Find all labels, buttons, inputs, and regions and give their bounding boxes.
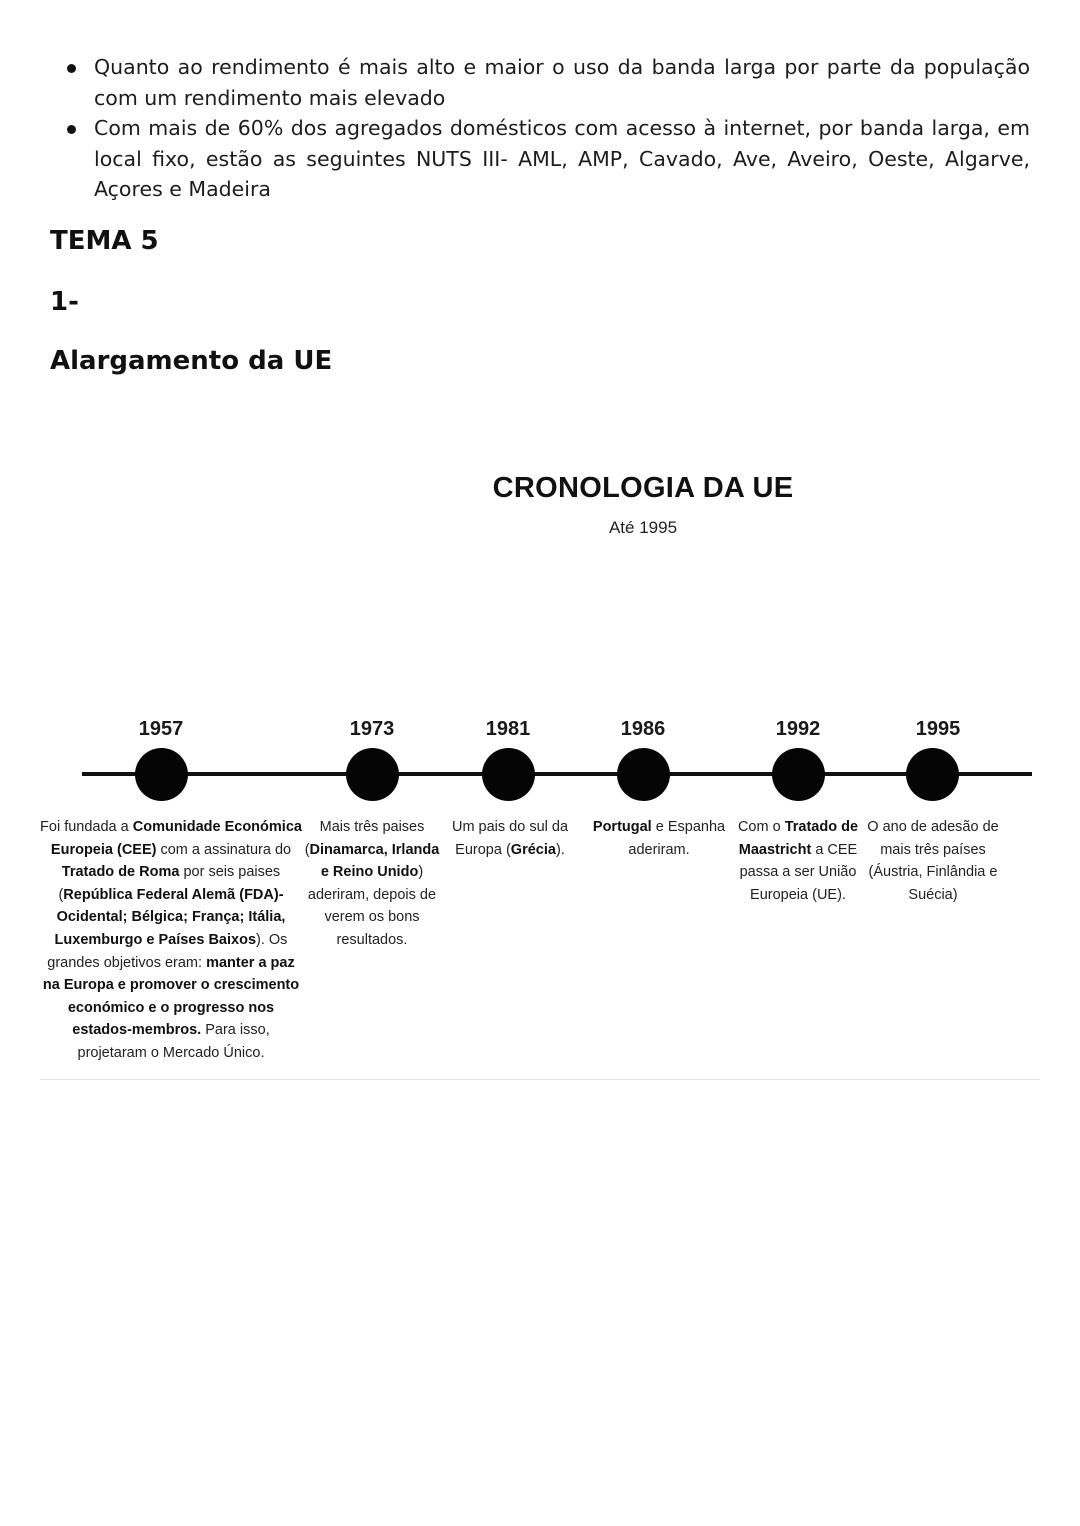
timeline-title: CRONOLOGIA DA UE (492, 472, 794, 504)
timeline-node-icon (482, 748, 535, 801)
timeline-node-icon (617, 748, 670, 801)
text: Mais três paises ( (304, 819, 425, 858)
text: Com o (737, 819, 785, 835)
timeline-description (38, 816, 304, 1065)
timeline-node-icon (135, 748, 188, 801)
timeline-year: 1957 (138, 718, 184, 740)
text: O ano de adesão de mais três países (Áustria, Finlândia e Suécia) (867, 819, 999, 903)
text: com a assinatura do (156, 841, 292, 858)
text: por seis paises ( (58, 864, 281, 903)
timeline-year: 1986 (620, 718, 666, 740)
bullet-item (60, 113, 1030, 205)
bullet-text: Quanto ao rendimento é mais alto e maior o uso da banda larga por parte da população com um rendimento mais elevado (94, 55, 1030, 110)
section-heading: Alargamento da UE (50, 346, 333, 376)
timeline-description (300, 816, 444, 952)
timeline-description (730, 816, 866, 906)
bold-text: Grécia (510, 841, 556, 858)
timeline-year: 1992 (775, 718, 821, 740)
text: ) aderiram, depois de verem os bons resultados. (307, 864, 437, 948)
timeline-year: 1973 (349, 718, 395, 740)
bold-text: Tratado de Roma (61, 864, 180, 881)
figure-bottom-divider (40, 1079, 1040, 1080)
text: e Espanha aderiram. (628, 819, 726, 858)
text: ). (555, 841, 565, 858)
timeline-description (862, 816, 1004, 906)
text: ). Os grandes objetivos eram: (47, 931, 288, 971)
bold-text: Tratado de Maastricht (738, 819, 859, 858)
timeline-node-icon (346, 748, 399, 801)
bullet-text: Com mais de 60% dos agregados domésticos com acesso à internet, por banda larga, em local fixo, estão as seguintes NUTS III- AML, AMP, Cavado, Ave, Aveiro, Oeste, Algarve, Açores e Madeira (94, 116, 1030, 201)
text: Um pais do sul da Europa ( (451, 819, 569, 858)
text: Para isso, projetaram o Mercado Único. (77, 1022, 270, 1061)
theme-heading: TEMA 5 (50, 226, 159, 256)
timeline-year: 1981 (485, 718, 531, 740)
bullet-list (60, 52, 1030, 205)
text: Foi fundada a (40, 819, 133, 835)
timeline-axis (82, 772, 1032, 776)
timeline-node-icon (906, 748, 959, 801)
bold-text: Dinamarca, Irlanda e Reino Unido (309, 841, 440, 881)
bold-text: Portugal (592, 819, 652, 835)
timeline-subtitle: Até 1995 (608, 518, 678, 537)
bold-text: manter a paz na Europa e promover o crescimento económico e o progresso nos estados-membros. (42, 954, 300, 1039)
number-heading: 1- (50, 287, 79, 317)
timeline-description (446, 816, 574, 861)
timeline-year: 1995 (915, 718, 961, 740)
text: a CEE passa a ser União Europeia (UE). (739, 841, 858, 903)
timeline-node-icon (772, 748, 825, 801)
bold-text: Comunidade Económica Europeia (CEE) (50, 819, 302, 858)
bold-text: República Federal Alemã (FDA)- Ocidental; Bélgica; França; Itália, Luxemburgo e Países Baixos (54, 886, 286, 948)
bullet-dot-icon (67, 64, 76, 73)
bullet-dot-icon (67, 125, 76, 134)
bullet-item (60, 52, 1030, 113)
timeline-description (586, 816, 732, 861)
